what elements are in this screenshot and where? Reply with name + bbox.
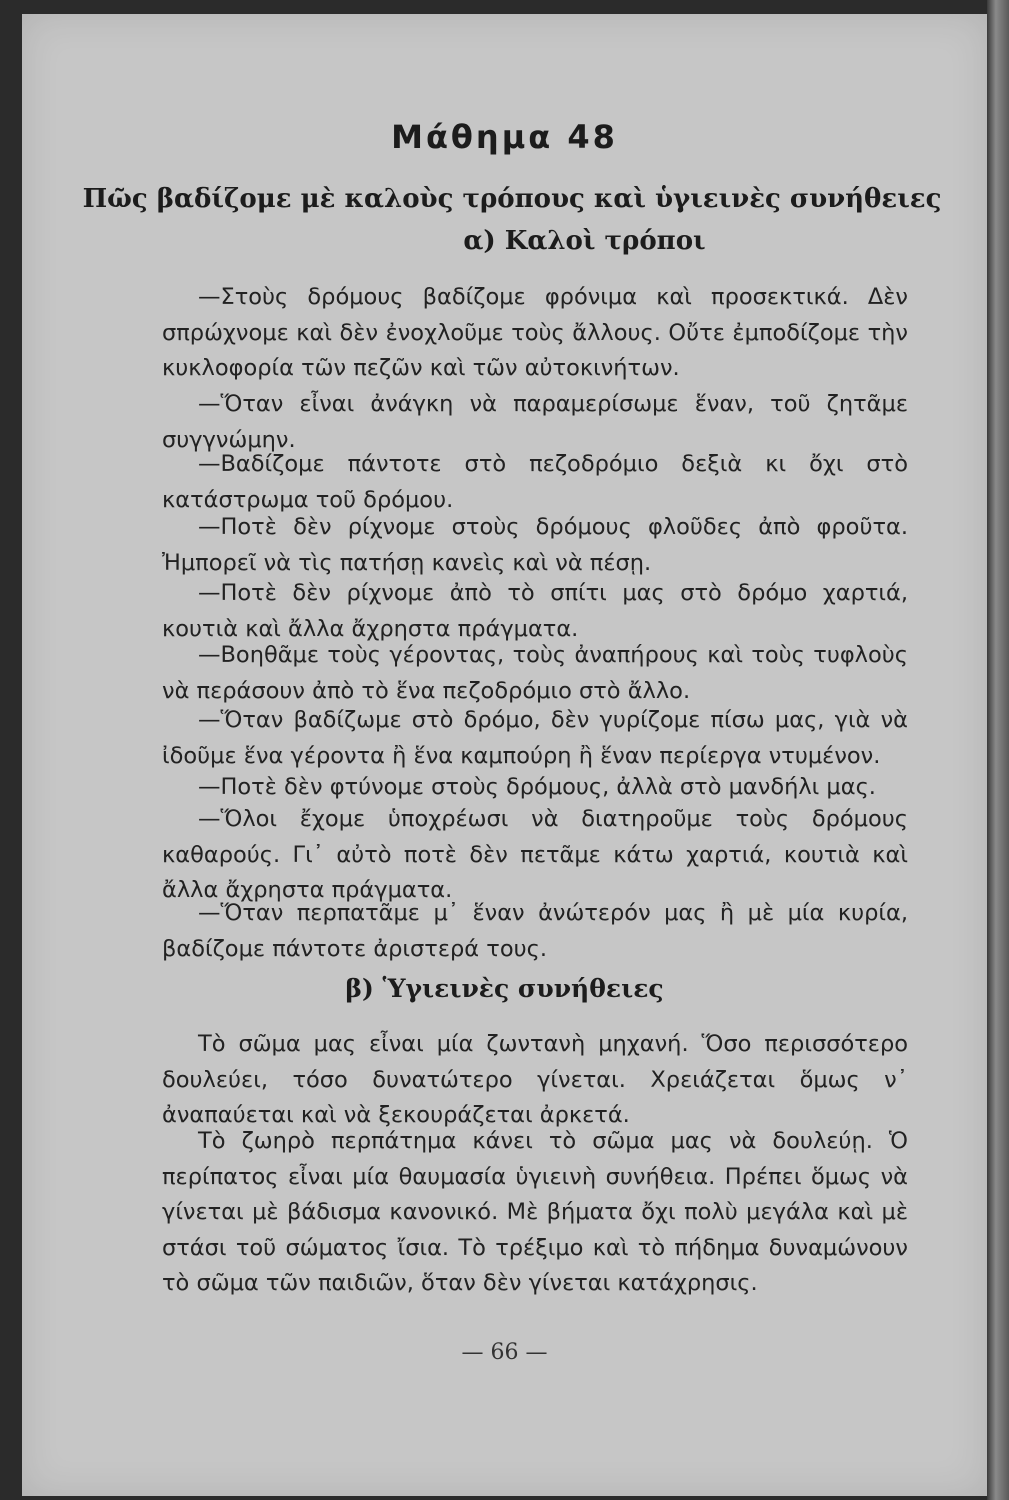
manners-paragraph: —Ποτὲ δὲν φτύνομε στοὺς δρόμους, ἀλλὰ στὸ μανδήλι μας. — [198, 774, 876, 800]
section-a-heading: α) Καλοὶ τρόποι — [463, 226, 706, 256]
manners-paragraph: —Ὅλοι ἔχομε ὑποχρέωσι νὰ διατηροῦμε τοὺς δρόμους καθαρούς. Γι᾽ αὐτὸ ποτὲ δὲν πετᾶμε κάτω χαρτιά, κουτιὰ καὶ ἄλλα ἄχρηστα πράγματα. — [162, 806, 908, 903]
manners-paragraph: —Ὅταν βαδίζωμε στὸ δρόμο, δὲν γυρίζομε πίσω μας, γιὰ νὰ ἰδοῦμε ἕνα γέροντα ἢ ἕνα καμπούρη ἢ ἕναν περίεργα ντυμένον. — [162, 707, 908, 769]
section-b-heading: β) Ὑγιεινὲς συνήθειες — [345, 974, 664, 1003]
manners-paragraph: —Βοηθᾶμε τοὺς γέροντας, τοὺς ἀναπήρους καὶ τοὺς τυφλοὺς νὰ περάσουν ἀπὸ τὸ ἕνα πεζοδρόμιο στὸ ἄλλο. — [162, 642, 908, 704]
manners-paragraph: —Ὅταν περπατᾶμε μ᾽ ἕναν ἀνώτερόν μας ἢ μὲ μία κυρία, βαδίζομε πάντοτε ἀριστερά τους. — [162, 900, 908, 962]
manners-paragraph: —Ποτὲ δὲν ρίχνομε ἀπὸ τὸ σπίτι μας στὸ δρόμο χαρτιά, κουτιὰ καὶ ἄλλα ἄχρηστα πράγματα. — [162, 580, 908, 642]
page-number: — 66 — — [461, 1340, 548, 1365]
page-edge-shadow — [987, 0, 1009, 1500]
book-page — [22, 14, 987, 1496]
manners-paragraph: —Βαδίζομε πάντοτε στὸ πεζοδρόμιο δεξιὰ κι ὄχι στὸ κατάστρωμα τοῦ δρόμου. — [162, 451, 908, 513]
manners-paragraph: —Στοὺς δρόμους βαδίζομε φρόνιμα καὶ προσεκτικά. Δὲν σπρώχνομε καὶ δὲν ἐνοχλοῦμε τοὺς ἄλλους. Οὔτε ἐμποδίζομε τὴν κυκλοφορία τῶν πεζῶν καὶ τῶν αὐτοκινήτων. — [162, 284, 908, 381]
manners-paragraph: —Ὅταν εἶναι ἀνάγκη νὰ παραμερίσωμε ἕναν, τοῦ ζητᾶμε συγγνώμην. — [162, 391, 908, 453]
habits-paragraph: Τὸ σῶμα μας εἶναι μία ζωντανὴ μηχανή. Ὅσο περισσότερο δουλεύει, τόσο δυνατώτερο γίνεται. Χρειάζεται ὅμως ν᾽ ἀναπαύεται καὶ νὰ ξεκουράζεται ἀρκετά. — [162, 1031, 908, 1128]
lesson-subtitle: Πῶς βαδίζομε μὲ καλοὺς τρόπους καὶ ὑγιεινὲς συνήθειες — [82, 184, 942, 214]
habits-paragraph: Τὸ ζωηρὸ περπάτημα κάνει τὸ σῶμα μας νὰ δουλεύῃ. Ὁ περίπατος εἶναι μία θαυμασία ὑγιεινὴ συνήθεια. Πρέπει ὅμως νὰ γίνεται μὲ βάδισμα κανονικό. Μὲ βήματα ὄχι πολὺ μεγάλα καὶ μὲ στάσι τοῦ σώματος ἴσια. Τὸ τρέξιμο καὶ τὸ πήδημα δυναμώνουν τὸ σῶμα τῶν παιδιῶν, ὅταν δὲν γίνεται κατάχρησις. — [162, 1128, 908, 1296]
lesson-title: Μάθημα 48 — [391, 118, 618, 156]
manners-paragraph: —Ποτὲ δὲν ρίχνομε στοὺς δρόμους φλοῦδες ἀπὸ φροῦτα. Ἠμπορεῖ νὰ τὶς πατήσῃ κανεὶς καὶ νὰ πέσῃ. — [162, 514, 908, 576]
